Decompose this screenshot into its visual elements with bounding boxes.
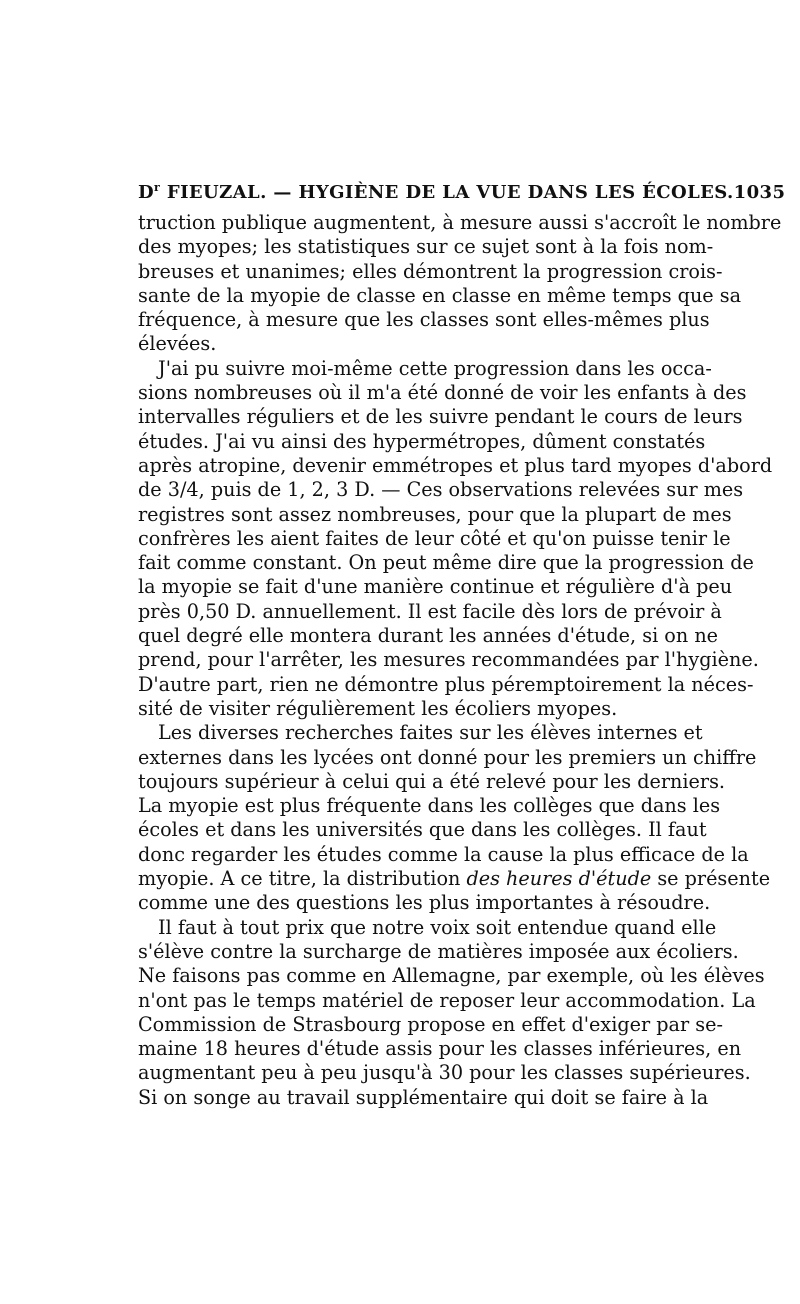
text-line: après atropine, devenir emmétropes et plus tard myopes d'abord xyxy=(138,453,773,477)
text-line: breuses et unanimes; elles démontrent la progression crois- xyxy=(138,259,723,283)
text-line: s'élève contre la surcharge de matières imposée aux écoliers. xyxy=(138,939,739,963)
italic-phrase: des heures d'étude xyxy=(466,867,652,891)
text-line: donc regarder les études comme la cause la plus efficace de la xyxy=(138,842,749,866)
text-line: intervalles réguliers et de les suivre pendant le cours de leurs xyxy=(138,405,743,429)
text-line: fréquence, à mesure que les classes sont elles-mêmes plus xyxy=(138,308,710,332)
text-line: de 3/4, puis de 1, 2, 3 D. — Ces observations relevées sur mes xyxy=(138,478,744,502)
text-line: toujours supérieur à celui qui a été relevé pour les derniers. xyxy=(138,769,726,793)
text-line: sions nombreuses où il m'a été donné de voir les enfants à des xyxy=(138,381,747,405)
text-line: sité de visiter régulièrement les écoliers myopes. xyxy=(138,696,618,720)
text-line: registres sont assez nombreuses, pour que la plupart de mes xyxy=(138,502,732,526)
running-head-title: $D^r$ FIEUZAL. — HYGIÈNE DE LA VUE DANS LES ÉCOLES. xyxy=(138,181,734,203)
running-head xyxy=(138,181,786,203)
text-line xyxy=(138,867,771,891)
text-line: prend, pour l'arrêter, les mesures recommandées par l'hygiène. xyxy=(138,648,759,672)
text-line: n'ont pas le temps matériel de reposer leur accommodation. La xyxy=(138,988,756,1012)
text-line: études. J'ai vu ainsi des hypermétropes, dûment constatés xyxy=(138,429,706,453)
text-line: comme une des questions les plus importantes à résoudre. xyxy=(138,891,711,915)
text-line: La myopie est plus fréquente dans les collèges que dans les xyxy=(138,794,721,818)
text-line: Commission de Strasbourg propose en effet d'exiger par se- xyxy=(138,1012,723,1036)
text-line: D'autre part, rien ne démontre plus péremptoirement la néces- xyxy=(138,672,754,696)
text-line: truction publique augmentent, à mesure aussi s'accroît le nombre xyxy=(138,211,782,234)
text-line: près 0,50 D. annuellement. Il est facile dès lors de prévoir à xyxy=(138,599,722,623)
text-line: élevées. xyxy=(138,332,217,356)
text-line: maine 18 heures d'étude assis pour les classes inférieures, en xyxy=(138,1037,742,1061)
text-line: Si on songe au travail supplémentaire qui doit se faire à la xyxy=(138,1085,709,1109)
text-line: augmentant peu à peu jusqu'à 30 pour les classes supérieures. xyxy=(138,1061,751,1085)
text-line: J'ai pu suivre moi-même cette progression dans les occa- xyxy=(158,356,712,380)
text-line: écoles et dans les universités que dans les collèges. Il faut xyxy=(138,818,707,842)
text-line: des myopes; les statistiques sur ce sujet sont à la fois nom- xyxy=(138,235,714,259)
text-line: Il faut à tout prix que notre voix soit entendue quand elle xyxy=(158,915,717,939)
text-line: fait comme constant. On peut même dire que la progression de xyxy=(138,551,754,575)
text-line: externes dans les lycées ont donné pour les premiers un chiffre xyxy=(138,745,757,769)
text-line: confrères les aient faites de leur côté et qu'on puisse tenir le xyxy=(138,526,731,550)
text-run: se présente xyxy=(651,867,771,891)
text-line: Les diverses recherches faites sur les élèves internes et xyxy=(158,721,703,745)
text-line: la myopie se fait d'une manière continue et régulière d'à peu xyxy=(138,575,733,599)
text-line: sante de la myopie de classe en classe en même temps que sa xyxy=(138,283,742,307)
page-number: 1035 xyxy=(733,182,786,203)
text-run: myopie. A ce titre, la distribution xyxy=(138,867,467,891)
body-text xyxy=(138,211,782,1110)
text-line: Ne faisons pas comme en Allemagne, par exemple, où les élèves xyxy=(138,964,765,988)
text-line: quel degré elle montera durant les années d'étude, si on ne xyxy=(138,624,719,648)
superscript-r: r xyxy=(154,181,161,194)
